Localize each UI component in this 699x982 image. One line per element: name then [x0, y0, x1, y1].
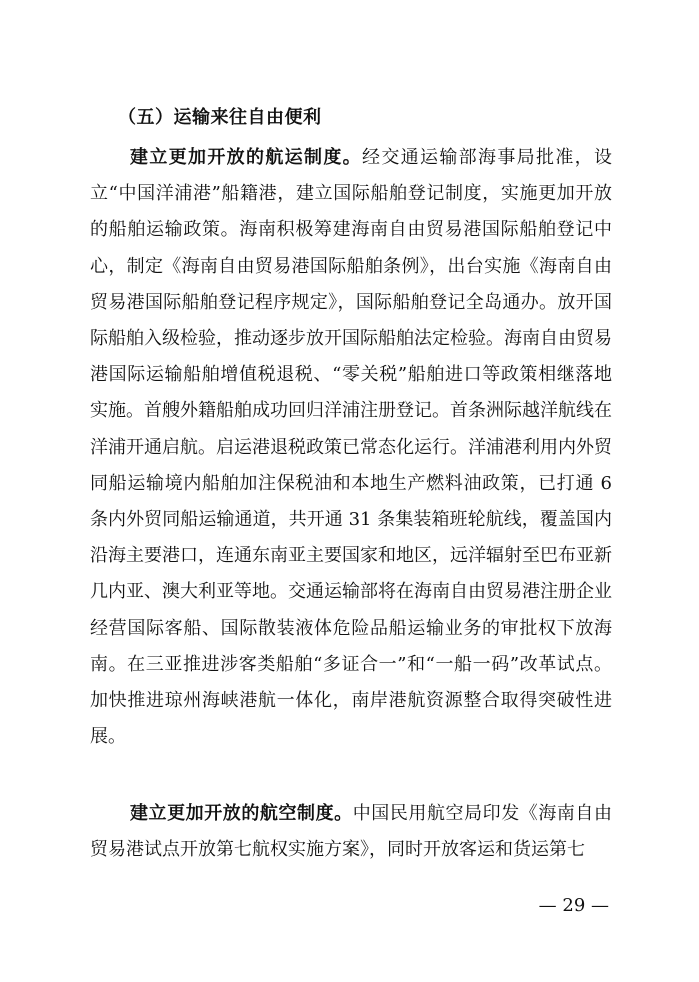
paragraph-body: 中国民用航空局印发《海南自由贸易港试点开放第七航权实施方案》，同时开放客运和货运第七 [90, 803, 612, 861]
paragraph-lead: 建立更加开放的航运制度。 [130, 147, 362, 168]
paragraph-body: 经交通运输部海事局批准，设立“中国洋浦港”船籍港，建立国际船舶登记制度，实施更加开放的船舶运输政策。海南积极筹建海南自由贸易港国际船舶登记中心，制定《海南自由贸易港国际船舶条例》，出台实施《海南自由贸易港国际船舶登记程序规定》，国际船舶登记全岛通办。放开国际船舶入级检验，推动逐步放开国际船舶法定检验。海南自由贸易港国际运输船舶增值税退税、“零关税”船舶进口等政策相继落地实施。首艘外籍船舶成功回归洋浦注册登记。首条洲际越洋航线在洋浦开通启航。启运港退税政策已常态化运行。洋浦港利用内外贸同船运输境内船舶加注保税油和本地生产燃料油政策，已打通 6 条内外贸同船运输通道，共开通 31 条集装箱班轮航线，覆盖国内沿海主要港口，连通东南亚主要国家和地区，远洋辐射至巴布亚新几内亚、澳大利亚等地。交通运输部将在海南自由贸易港注册企业经营国际客船、国际散装液体危险品船运输业务的审批权下放海南。在三亚推进涉客类船舶“多证合一”和“一船一码”改革试点。加快推进琼州海峡港航一体化，南岸港航资源整合取得突破性进展。 [90, 147, 612, 748]
paragraph-lead: 建立更加开放的航空制度。 [130, 803, 353, 824]
paragraph-aviation-system [90, 796, 612, 868]
paragraph-shipping-system [90, 140, 612, 755]
page-number: — 29 — [538, 895, 609, 916]
section-heading: （五）运输来往自由便利 [118, 107, 322, 128]
